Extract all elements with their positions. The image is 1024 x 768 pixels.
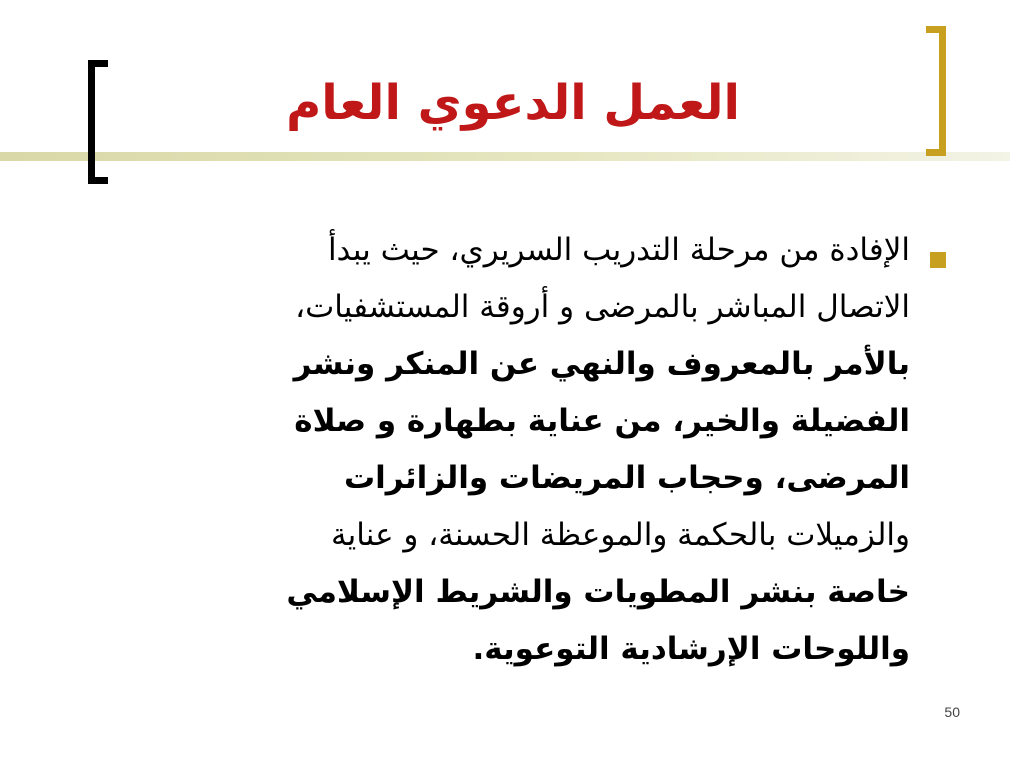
body-line-1: الإفادة من مرحلة التدريب السريري، حيث يبدأ [327,232,910,268]
square-bullet-icon [930,252,946,268]
body-line-3: بالأمر بالمعروف والنهي عن المنكر ونشر [293,346,910,382]
slide-body-text [150,222,910,678]
left-bracket-decoration [88,60,108,184]
body-line-5: المرضى، وحجاب المريضات والزائرات [343,460,910,496]
body-line-8: واللوحات الإرشادية التوعوية. [472,631,910,667]
slide-title: العمل الدعوي العام [286,75,740,131]
page-number: 50 [944,704,960,720]
body-line-6: والزميلات بالحكمة والموعظة الحسنة، و عناية [331,517,910,553]
body-line-2: الاتصال المباشر بالمرضى و أروقة المستشفيات، [295,289,910,325]
body-line-7: خاصة بنشر المطويات والشريط الإسلامي [286,574,910,610]
body-line-4: الفضيلة والخير، من عناية بطهارة و صلاة [294,403,910,439]
right-bracket-decoration [926,26,946,156]
title-underline-rule [0,152,1010,161]
